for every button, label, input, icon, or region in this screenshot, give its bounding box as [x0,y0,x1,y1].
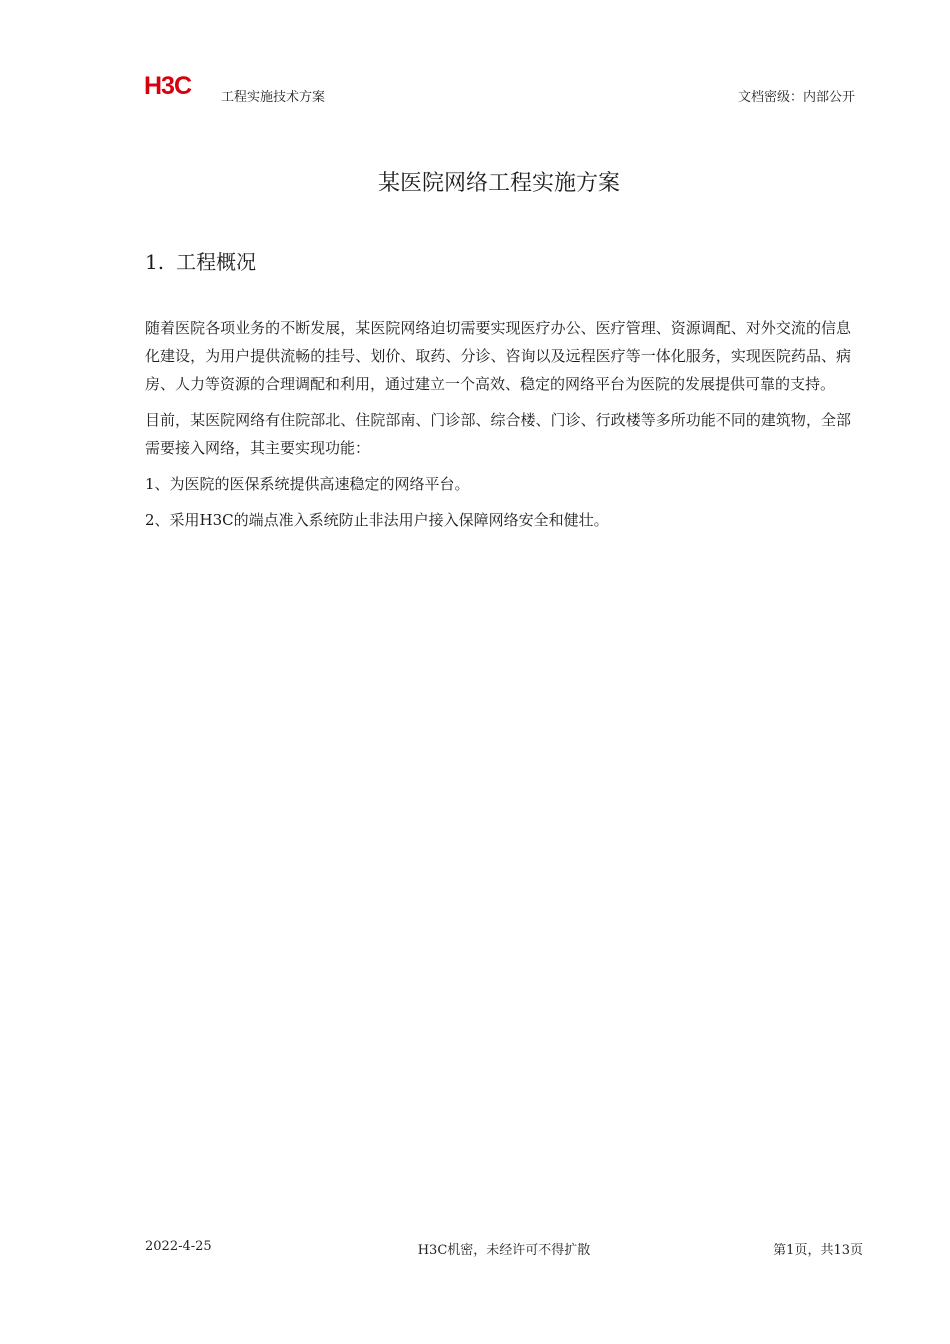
page-header [143,72,855,106]
list-item: 2、采用H3C的端点准入系统防止非法用户接入保障网络安全和健壮。 [145,511,609,529]
svg-text:H3C: H3C [144,72,192,98]
paragraph: 目前，某医院网络有住院部北、住院部南、门诊部、综合楼、门诊、行政楼等多所功能不同的建筑物，全部需要接入网络，其主要实现功能： [145,411,851,457]
paragraph: 随着医院各项业务的不断发展，某医院网络迫切需要实现医疗办公、医疗管理、资源调配、对外交流的信息化建设，为用户提供流畅的挂号、划价、取药、分诊、咨询以及远程医疗等一体化服务，实现医院药品、病房、人力等资源的合理调配和利用，通过建立一个高效、稳定的网络平台为医院的发展提供可靠的支持。 [145,319,851,393]
section-number: 1. [145,250,165,274]
h3c-logo [143,72,215,98]
list-item: 1、为医院的医保系统提供高速稳定的网络平台。 [145,475,470,493]
header-doc-type: 工程实施技术方案 [221,90,326,105]
header-classification: 文档密级：内部公开 [737,90,855,105]
document-title: 某医院网络工程实施方案 [377,171,620,196]
footer-page-number: 第1页，共13页 [773,1243,863,1258]
footer-confidential: H3C机密，未经许可不得扩散 [417,1243,591,1258]
section-heading [145,246,256,275]
section-title: 工程概况 [176,250,257,274]
page-footer [145,1239,863,1259]
body-text [145,314,851,542]
footer-date: 2022-4-25 [145,1239,212,1254]
